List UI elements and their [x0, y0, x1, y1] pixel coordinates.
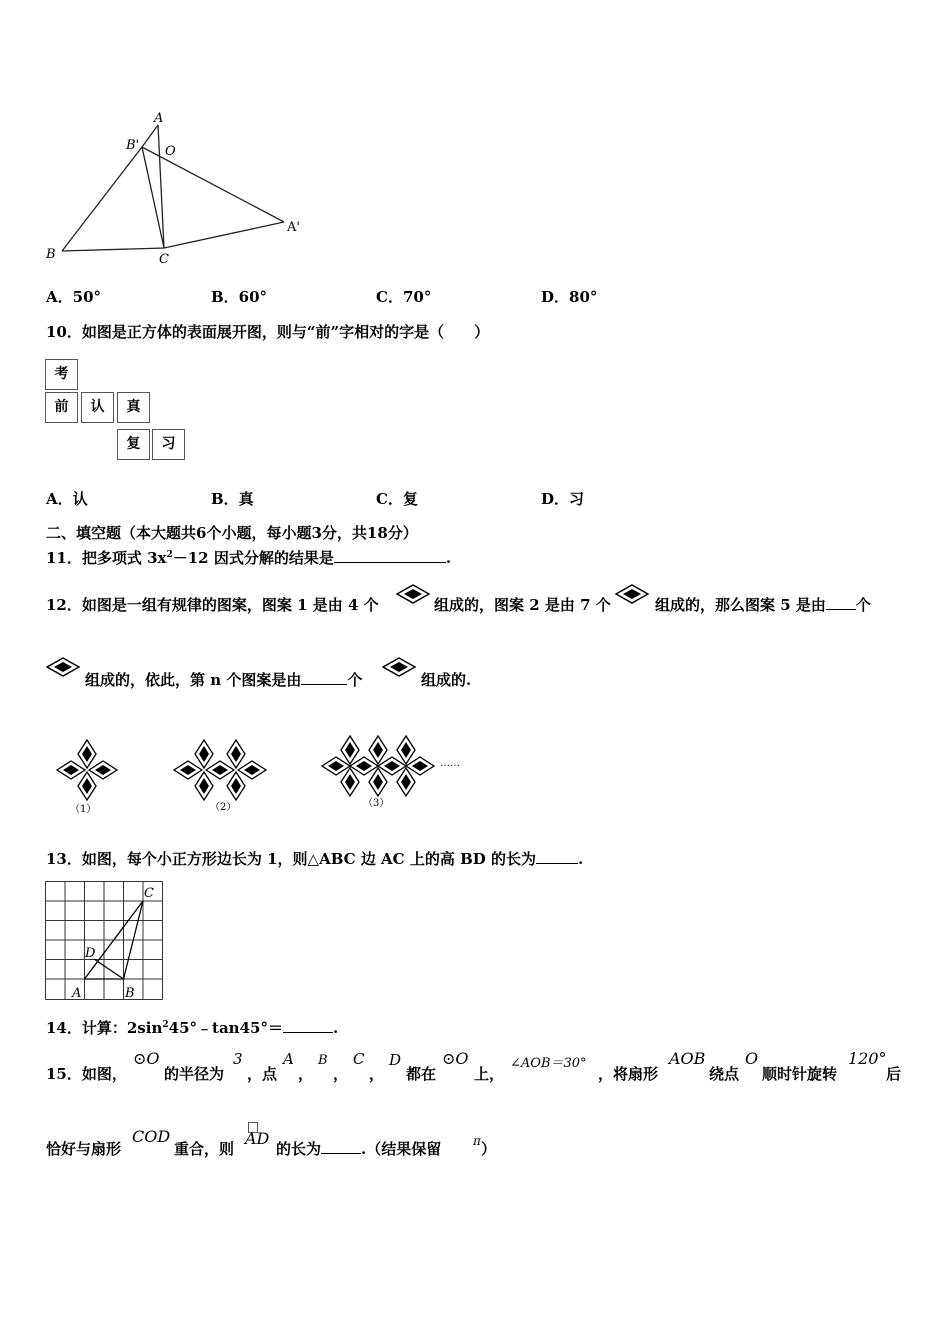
- q14-sup: 2: [162, 1020, 169, 1030]
- q9-label-b: B: [46, 247, 56, 262]
- q15-l1-radius: 3: [233, 1050, 243, 1068]
- q11-line: [46, 547, 451, 568]
- q13-label-a: A: [72, 986, 82, 1001]
- q15-l2-e: ）: [481, 1140, 497, 1158]
- q9-label-aprime: A': [287, 220, 300, 235]
- q15-l1-circle-o: ⊙O: [133, 1049, 160, 1068]
- q12-line1-d: 个: [855, 596, 871, 614]
- q15-l1-i: 后: [886, 1065, 902, 1083]
- q10-cell-fu: 复: [117, 429, 150, 460]
- q9-label-c: C: [159, 252, 169, 267]
- q11-answer-blank[interactable]: [334, 550, 446, 563]
- q15-l1-point-a: A: [283, 1050, 294, 1068]
- q15-l1-f: ，将扇形: [598, 1065, 659, 1083]
- q10-cell-xi: 习: [152, 429, 185, 460]
- q15-l1-c: ，点: [247, 1065, 278, 1083]
- q15-l1-point-d: D: [389, 1051, 402, 1069]
- section2-title: 二、填空题（本大题共6个小题，每小题3分，共18分）: [46, 524, 418, 542]
- q13-label-c: C: [144, 886, 154, 901]
- q12-fig-label-3: （3）: [363, 798, 390, 809]
- q10-cell-qian: 前: [45, 392, 78, 423]
- q15-l2-c: 的长为: [276, 1140, 322, 1158]
- q14-pre: 14．计算：2sin: [46, 1019, 163, 1037]
- q15-l1-b: 的半径为: [164, 1065, 225, 1083]
- q14-end: .: [332, 1019, 339, 1037]
- q12-line1-c-text: 组成的，那么图案 5 是由: [655, 596, 826, 614]
- q13-label-d: D: [85, 946, 96, 961]
- q15-l2-b: 重合，则: [174, 1140, 235, 1158]
- q12-answer-blank-1[interactable]: [826, 597, 856, 610]
- q12-pattern-1: [57, 740, 117, 800]
- diamond-icon: [615, 584, 649, 604]
- q10-stem: 10．如图是正方体的表面展开图，则与“前”字相对的字是（ ）: [46, 323, 490, 341]
- q12-pattern-3: [322, 736, 434, 796]
- q12-fig-label-2: （2）: [210, 802, 237, 813]
- q14-answer-blank[interactable]: [283, 1020, 333, 1033]
- q13-stem: 13．如图，每个小正方形边长为 1，则△ABC 边 AC 上的高 BD 的长为: [46, 850, 536, 868]
- q10-option-d[interactable]: D．习: [541, 490, 585, 508]
- q9-option-c[interactable]: C．70°: [376, 288, 432, 306]
- q13-line: [46, 848, 583, 869]
- q12-line1-b: 组成的，图案 2 是由 7 个: [434, 596, 611, 614]
- q11-pre: 11．把多项式 3x: [46, 549, 167, 567]
- q15-l1-comma1: ，: [298, 1065, 314, 1083]
- q9-line-a-c: [158, 125, 164, 248]
- diamond-icon: [46, 657, 80, 677]
- q15-l2-pi: π: [473, 1134, 481, 1148]
- q11-post: －12 因式分解的结果是: [172, 549, 334, 567]
- q13-end: .: [577, 850, 584, 868]
- q12-line2-c: 组成的.: [421, 671, 472, 689]
- q9-line-a-bprime: [142, 125, 158, 147]
- q10-cell-ren: 认: [81, 392, 114, 423]
- q12-line2-b: 个: [347, 671, 363, 689]
- q9-label-o: O: [165, 144, 176, 159]
- diamond-icon: [382, 657, 416, 677]
- q13-answer-blank[interactable]: [536, 851, 578, 864]
- q9-option-b[interactable]: B．60°: [211, 288, 268, 306]
- q12-ellipsis: ……: [440, 758, 460, 769]
- q15-l1-d: 都在: [406, 1065, 437, 1083]
- q9-option-d[interactable]: D．80°: [541, 288, 598, 306]
- q12-fig-label-1: （1）: [70, 804, 97, 815]
- q9-line-c-aprime: [164, 222, 284, 248]
- q9-line-bprime-aprime: [142, 147, 284, 222]
- q15-l2-d: .（结果保留: [361, 1140, 442, 1158]
- q10-cube-net: [45, 359, 190, 467]
- q15-l1-point-b: B: [318, 1053, 328, 1068]
- q9-triangle-bbc: [62, 147, 164, 251]
- q15-l1-e: 上，: [474, 1065, 505, 1083]
- q10-option-b[interactable]: B．真: [211, 490, 254, 508]
- q10-option-c[interactable]: C．复: [376, 490, 418, 508]
- q11-sup: 2: [166, 550, 173, 560]
- q15-l1-point-o: O: [745, 1049, 759, 1068]
- q11-end: .: [445, 549, 452, 567]
- q15-l1-h: 顺时针旋转: [762, 1065, 838, 1083]
- q9-label-bprime: B': [126, 138, 140, 153]
- q9-label-a: A: [154, 111, 164, 126]
- diamond-icon: [396, 584, 430, 604]
- q15-l1-comma2: ，: [333, 1065, 349, 1083]
- q15-l2-a: 恰好与扇形: [46, 1140, 122, 1158]
- q15-l1-rotation: 120°: [848, 1049, 887, 1068]
- q15-l1-a: 15．如图，: [46, 1065, 127, 1083]
- q13-grid-figure: [45, 881, 167, 1003]
- q15-l1-angle: ∠AOB＝30°: [510, 1056, 587, 1071]
- q14-line: [46, 1017, 338, 1038]
- q15-l1-comma3: ，: [369, 1065, 385, 1083]
- q15-l1-point-c: C: [353, 1050, 365, 1068]
- q15-l1-g: 绕点: [709, 1065, 740, 1083]
- q12-line2-a-text: 组成的，依此，第 n 个图案是由: [85, 671, 302, 689]
- q12-pattern-figures: [40, 728, 490, 818]
- q15-l2-c-line: [276, 1138, 441, 1159]
- q15-answer-blank[interactable]: [321, 1141, 361, 1154]
- q9-triangle-figure: [40, 105, 310, 275]
- q10-option-a[interactable]: A．认: [46, 490, 88, 508]
- q12-line1-a: 12．如图是一组有规律的图案，图案 1 是由 4 个: [46, 596, 379, 614]
- q10-cell-zhen: 真: [117, 392, 150, 423]
- q12-answer-blank-2[interactable]: [301, 672, 347, 685]
- q12-pattern-2: [174, 740, 266, 800]
- q15-l2-arc-label: AD: [245, 1129, 270, 1148]
- q10-cell-kao: 考: [45, 359, 78, 390]
- q9-option-a[interactable]: A．50°: [46, 288, 102, 306]
- q13-label-b: B: [125, 986, 135, 1001]
- q14-post: 45°﹣tan45°＝: [168, 1019, 283, 1037]
- q12-line1-c: [655, 594, 871, 615]
- q15-l1-circle-o2: ⊙O: [442, 1049, 469, 1068]
- q15-l2-sector-cod: COD: [132, 1127, 171, 1146]
- q15-l1-sector-aob: AOB: [669, 1049, 706, 1068]
- q12-line2-a: [85, 669, 362, 690]
